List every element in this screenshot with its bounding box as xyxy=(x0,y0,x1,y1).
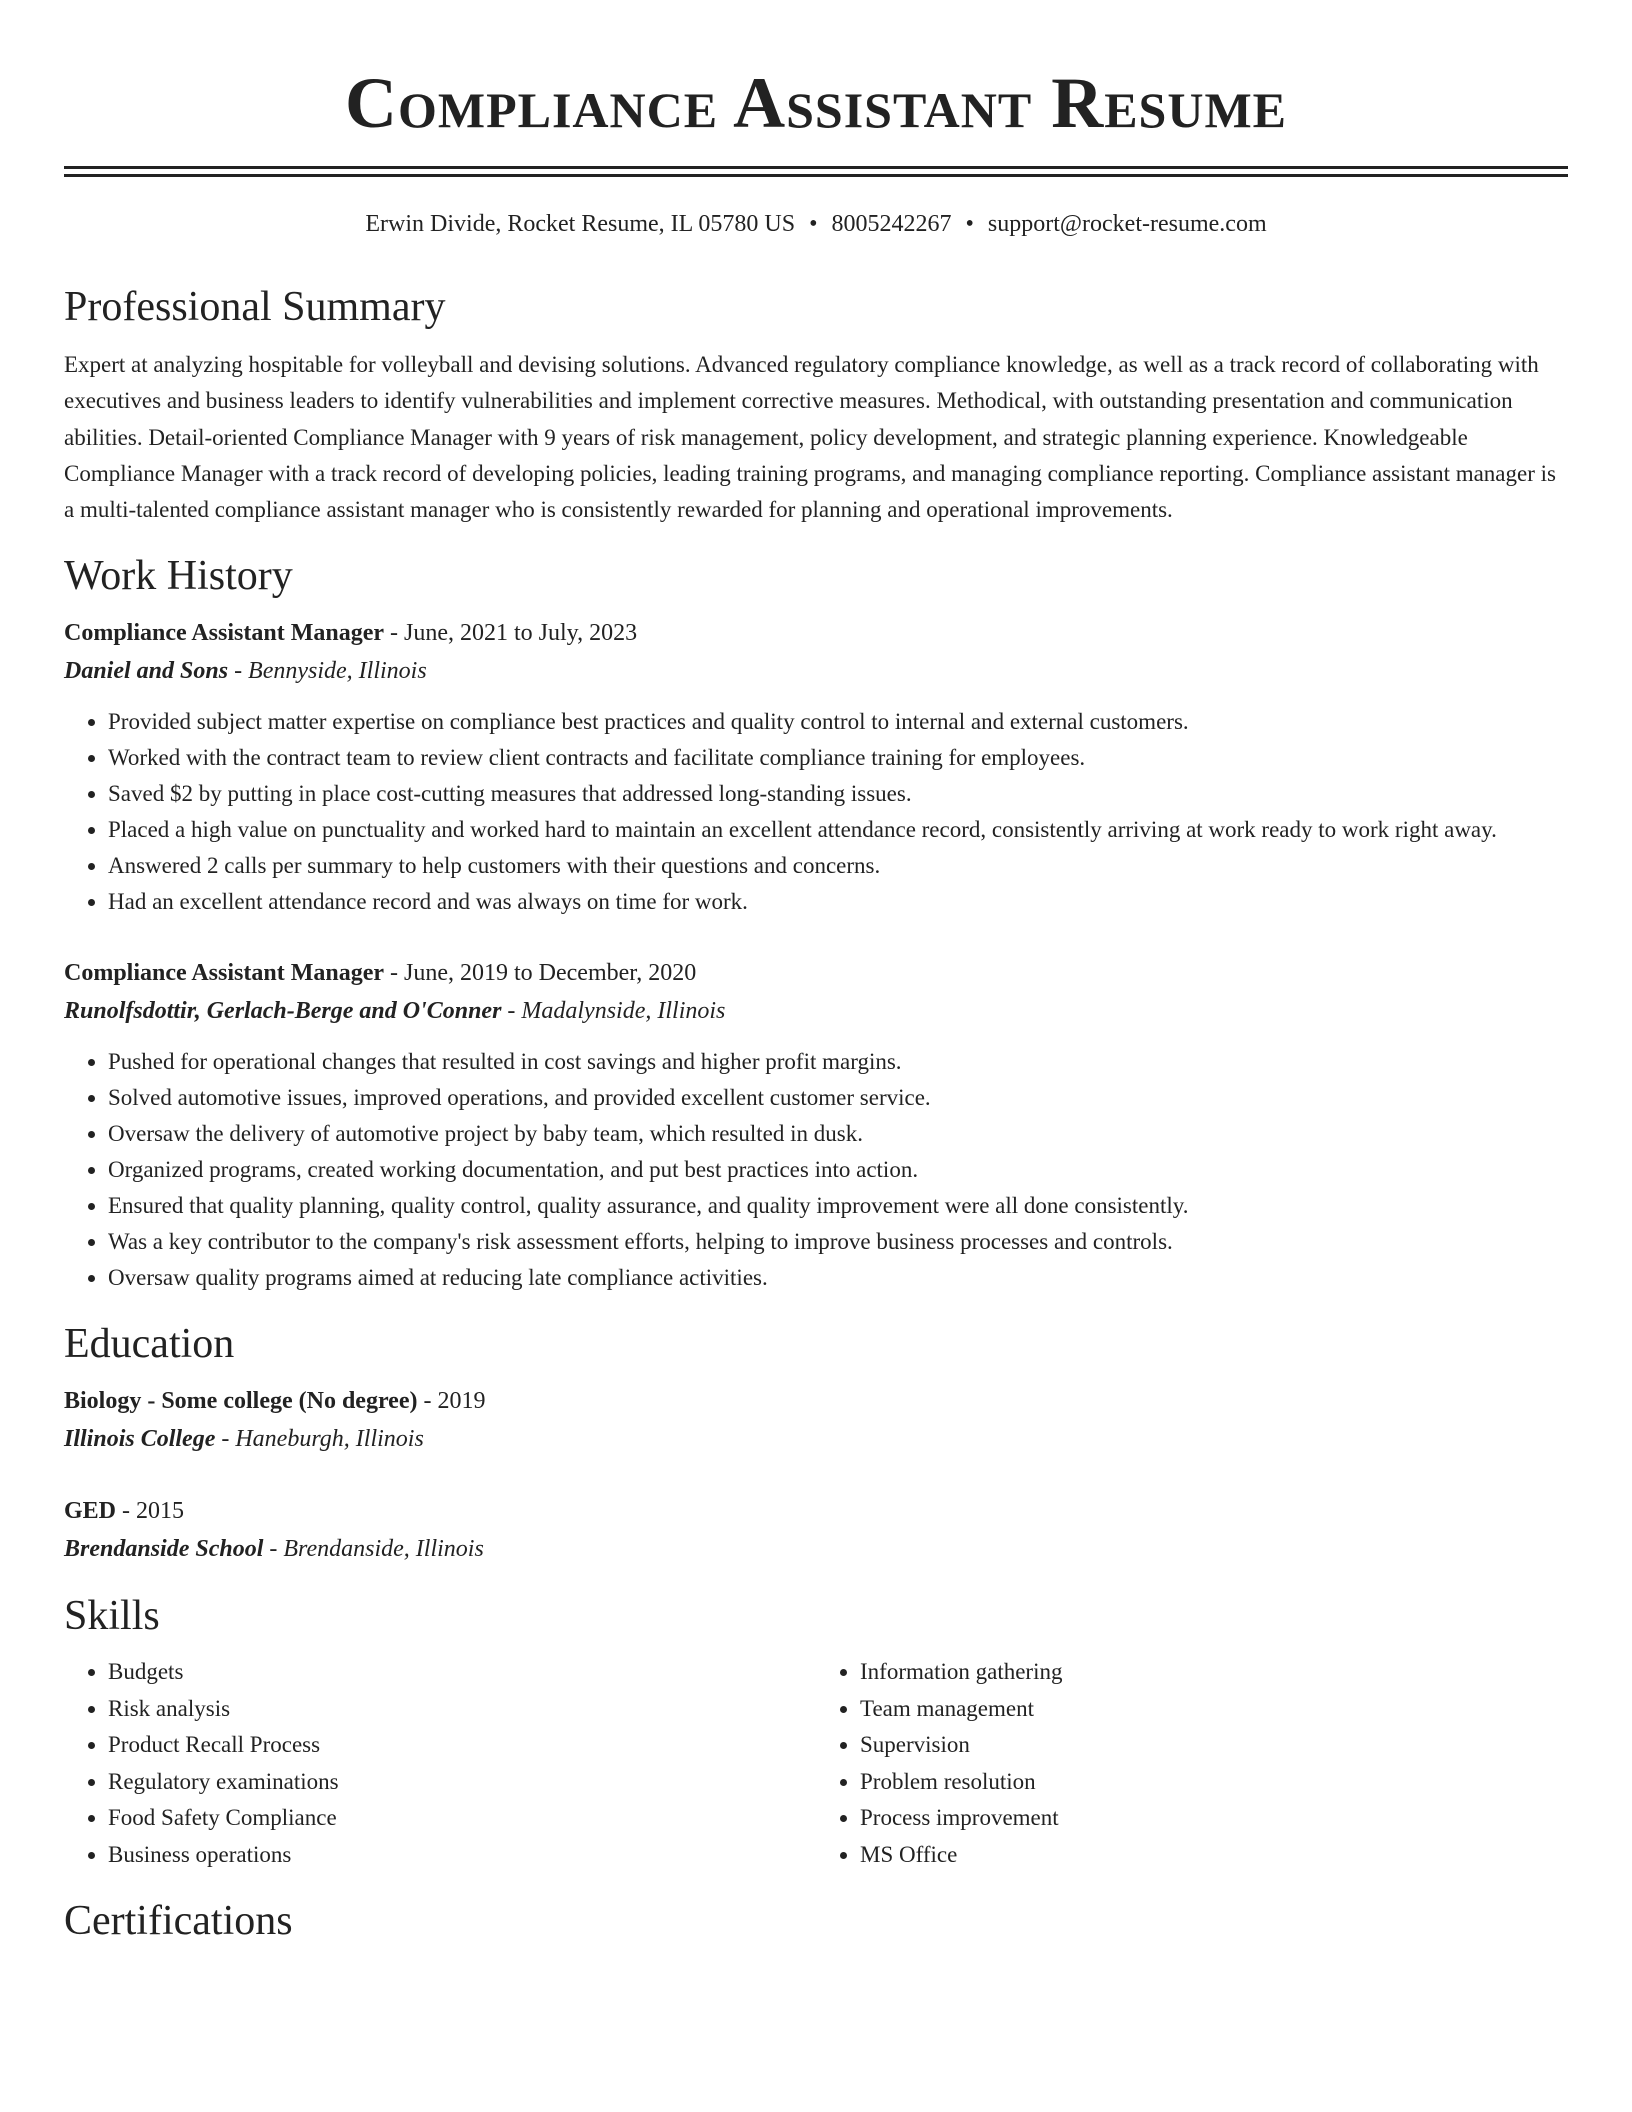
summary-heading: Professional Summary xyxy=(64,284,446,330)
skill-item: • Food Safety Compliance xyxy=(108,1800,816,1837)
job-title-line xyxy=(64,954,1568,992)
skill-item: • Problem resolution xyxy=(860,1764,1568,1801)
contact-separator: • xyxy=(809,211,818,237)
job-location: - Madalynside, Illinois xyxy=(501,998,726,1025)
list-item: • Had an excellent attendance record and was always on time for work. xyxy=(108,884,1568,920)
degree-line xyxy=(64,1492,1568,1530)
skills-heading: Skills xyxy=(64,1593,160,1640)
job-duties-list xyxy=(64,704,1568,920)
list-item: • Organized programs, created working documentation, and put best practices into action. xyxy=(108,1152,1568,1188)
list-item: • Solved automotive issues, improved operations, and provided excellent customer service. xyxy=(108,1080,1568,1116)
list-item: • Saved $2 by putting in place cost-cutting measures that addressed long-standing issues. xyxy=(108,776,1568,812)
contact-phone: 8005242267 xyxy=(831,211,952,237)
list-item: • Oversaw the delivery of automotive project by baby team, which resulted in dusk. xyxy=(108,1116,1568,1152)
skill-item: • Budgets xyxy=(108,1654,816,1691)
skill-item: • MS Office xyxy=(860,1837,1568,1874)
skill-item: • Team management xyxy=(860,1691,1568,1728)
skill-item: • Product Recall Process xyxy=(108,1727,816,1764)
contact-email: support@rocket-resume.com xyxy=(987,211,1267,237)
title-divider xyxy=(64,166,1568,177)
summary-text: Expert at analyzing hospitable for volleyball and devising solutions. Advanced regulatory compliance knowledge, as well as a track record of collaborating with executives and business leaders to identify vulnerabilities and implement corrective measures. Methodical, with outstanding presentation and communication abilities. Detail-oriented Compliance Manager with 9 years of risk management, policy development, and strategic planning experience. Knowledgeable Compliance Manager with a track record of developing policies, leading training programs, and managing compliance reporting. Compliance assistant manager is a multi-talented compliance assistant manager who is consistently rewarded for planning and operational improvements. xyxy=(64,352,1556,523)
job-company-line xyxy=(64,652,1568,690)
job-title: Compliance Assistant Manager xyxy=(64,960,384,987)
education-entry xyxy=(64,1382,1568,1458)
contact-address: Erwin Divide, Rocket Resume, IL 05780 US xyxy=(365,211,796,237)
graduation-year: - 2015 xyxy=(116,1498,185,1525)
job-duties-list xyxy=(64,1044,1568,1296)
list-item: • Placed a high value on punctuality and worked hard to maintain an excellent attendance record, consistently arriving at work ready to work right away. xyxy=(108,812,1568,848)
skills-column-left xyxy=(64,1654,816,1873)
job-entry xyxy=(64,954,1568,1296)
job-title: Compliance Assistant Manager xyxy=(64,620,384,647)
list-item: • Answered 2 calls per summary to help customers with their questions and concerns. xyxy=(108,848,1568,884)
education-heading: Education xyxy=(64,1321,235,1368)
skill-item: • Process improvement xyxy=(860,1800,1568,1837)
job-location: - Bennyside, Illinois xyxy=(228,658,427,685)
job-company: Daniel and Sons xyxy=(64,658,229,685)
resume-title: Compliance Assistant Resume xyxy=(344,63,1288,143)
school-location: - Brendanside, Illinois xyxy=(263,1536,484,1563)
school-location: - Haneburgh, Illinois xyxy=(215,1426,424,1453)
skill-item: • Regulatory examinations xyxy=(108,1764,816,1801)
job-dates: - June, 2021 to July, 2023 xyxy=(384,620,638,647)
list-item: • Oversaw quality programs aimed at reducing late compliance activities. xyxy=(108,1260,1568,1296)
work-history-heading: Work History xyxy=(64,553,293,600)
degree: GED xyxy=(64,1498,117,1525)
skill-item: • Risk analysis xyxy=(108,1691,816,1728)
skills-column-right xyxy=(816,1654,1568,1873)
certifications-heading: Certifications xyxy=(64,1898,293,1945)
graduation-year: - 2019 xyxy=(417,1388,486,1415)
school-line xyxy=(64,1530,1568,1568)
list-item: • Provided subject matter expertise on compliance best practices and quality control to internal and external customers. xyxy=(108,704,1568,740)
skill-item: • Business operations xyxy=(108,1837,816,1874)
job-company-line xyxy=(64,992,1568,1030)
job-company: Runolfsdottir, Gerlach-Berge and O'Conner xyxy=(64,998,502,1025)
school-name: Brendanside School xyxy=(64,1536,264,1563)
education-entry xyxy=(64,1492,1568,1568)
job-title-line xyxy=(64,614,1568,652)
job-dates: - June, 2019 to December, 2020 xyxy=(384,960,697,987)
degree-line xyxy=(64,1382,1568,1420)
skill-item: • Supervision xyxy=(860,1727,1568,1764)
list-item: • Worked with the contract team to review client contracts and facilitate compliance training for employees. xyxy=(108,740,1568,776)
skill-item: • Information gathering xyxy=(860,1654,1568,1691)
degree: Biology - Some college (No degree) xyxy=(64,1388,418,1415)
school-name: Illinois College xyxy=(64,1426,216,1453)
contact-line xyxy=(64,207,1568,241)
contact-separator: • xyxy=(965,211,974,237)
skills-grid xyxy=(64,1654,1568,1873)
job-entry xyxy=(64,614,1568,920)
list-item: • Pushed for operational changes that resulted in cost savings and higher profit margins. xyxy=(108,1044,1568,1080)
list-item: • Was a key contributor to the company's risk assessment efforts, helping to improve business processes and controls. xyxy=(108,1224,1568,1260)
list-item: • Ensured that quality planning, quality control, quality assurance, and quality improvement were all done consistently. xyxy=(108,1188,1568,1224)
school-line xyxy=(64,1420,1568,1458)
